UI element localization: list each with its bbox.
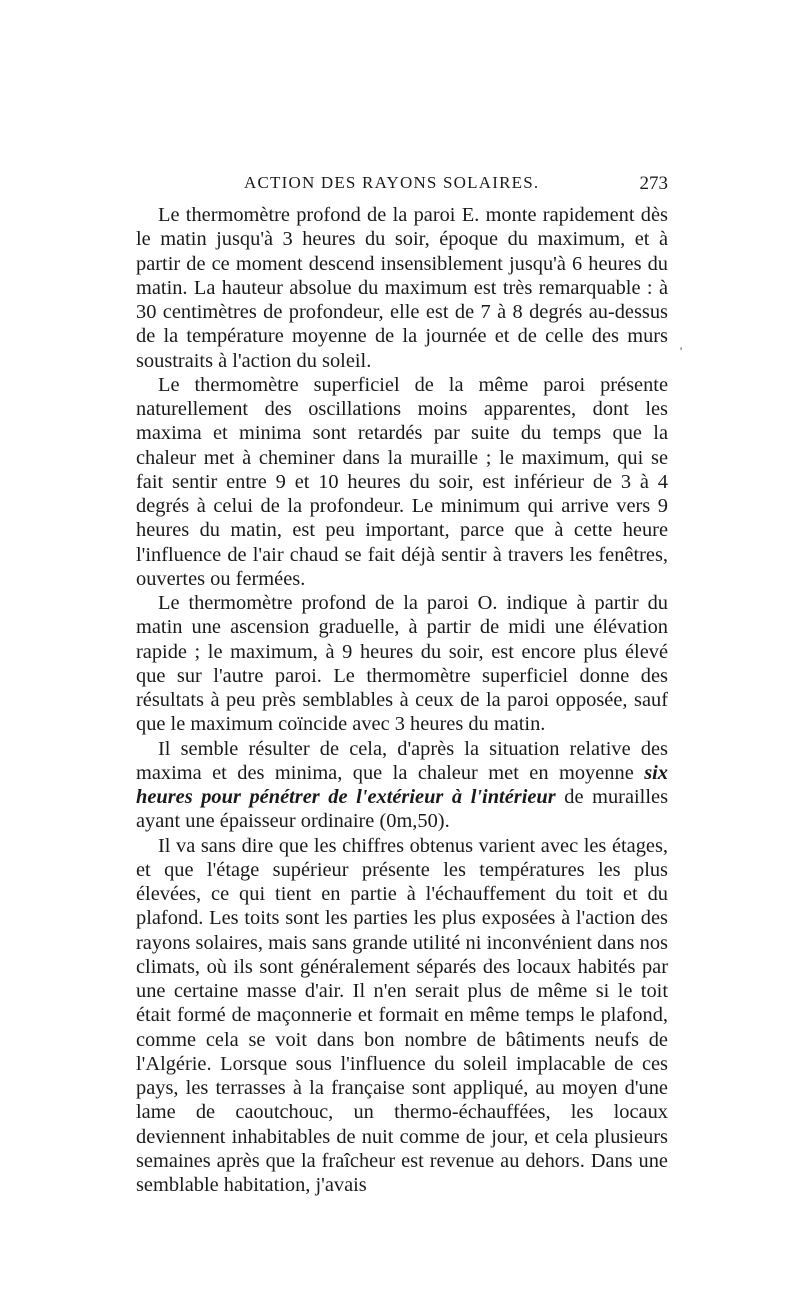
paragraph-4-lead: Il semble résulter de cela, d'après la situation relative des maxima et des minima, que la chaleur met en moyenne — [136, 737, 668, 784]
margin-tick-mark: ' — [680, 344, 683, 358]
paragraph-1: Le thermomètre profond de la paroi E. monte rapidement dès le matin jusqu'à 3 heures du soir, époque du maximum, et à partir de ce moment descend insensiblement jusqu'à 6 heures du matin. La hauteur absolue du maximum est très remarquable : à 30 centimètres de profondeur, elle est de 7 à 8 degrés au-dessus de la température moyenne de la journée et de celle des murs soustraits à l'action du soleil. — [136, 204, 668, 372]
paragraph-4 — [136, 737, 668, 834]
paragraph-5: Il va sans dire que les chiffres obtenus varient avec les étages, et que l'étage supérieur présente les températures les plus élevées, ce qui tient en partie à l'échauffement du toit et du plafond. Les toits sont les parties les plus exposées à l'action des rayons solaires, mais sans grande utilité ni inconvénient dans nos climats, où ils sont généralement séparés des locaux habités par une certaine masse d'air. Il n'en serait plus de même si le toit était formé de maçonnerie et formait en même temps le plafond, comme cela se voit dans bon nombre de bâtiments neufs de l'Algérie. Lorsque sous l'influence du soleil implacable de ces pays, les terrasses à la française sont appliqué, au moyen d'une lame de caoutchouc, un thermo-échauffées, les locaux deviennent inhabitables de nuit comme de jour, et cela plusieurs semaines après que la fraîcheur est revenue au dehors. Dans une semblable habitation, j'avais — [136, 834, 668, 1196]
running-title: ACTION DES RAYONS SOLAIRES. — [244, 173, 540, 192]
paragraph-2: Le thermomètre superficiel de la même paroi présente naturellement des oscillations moins apparentes, dont les maxima et minima sont retardés par suite du temps que la chaleur met à cheminer dans la muraille ; le maximum, qui se fait sentir entre 9 et 10 heures du soir, est inférieur de 3 à 4 degrés à celui de la profondeur. Le minimum qui arrive vers 9 heures du matin, est peu important, parce que à cette heure l'influence de l'air chaud se fait déjà sentir à travers les fenêtres, ouvertes ou fermées. — [136, 373, 668, 590]
paragraph-4-tail: de murailles ayant une épaisseur ordinaire (0m,50). — [136, 786, 668, 833]
body-text — [136, 203, 668, 1197]
paragraph-3: Le thermomètre profond de la paroi O. indique à partir du matin une ascension graduelle, à partir de midi une élévation rapide ; le maximum, à 9 heures du soir, est encore plus élevé que sur l'autre paroi. Le thermomètre superficiel donne des résultats à peu près semblables à ceux de la paroi opposée, sauf que le maximum coïncide avec 3 heures du matin. — [136, 592, 668, 736]
page-number: 273 — [639, 173, 668, 194]
page-header — [136, 173, 668, 199]
paragraph-4-emphasis: six heures pour pénétrer de l'extérieur à l'intérieur — [136, 761, 668, 808]
